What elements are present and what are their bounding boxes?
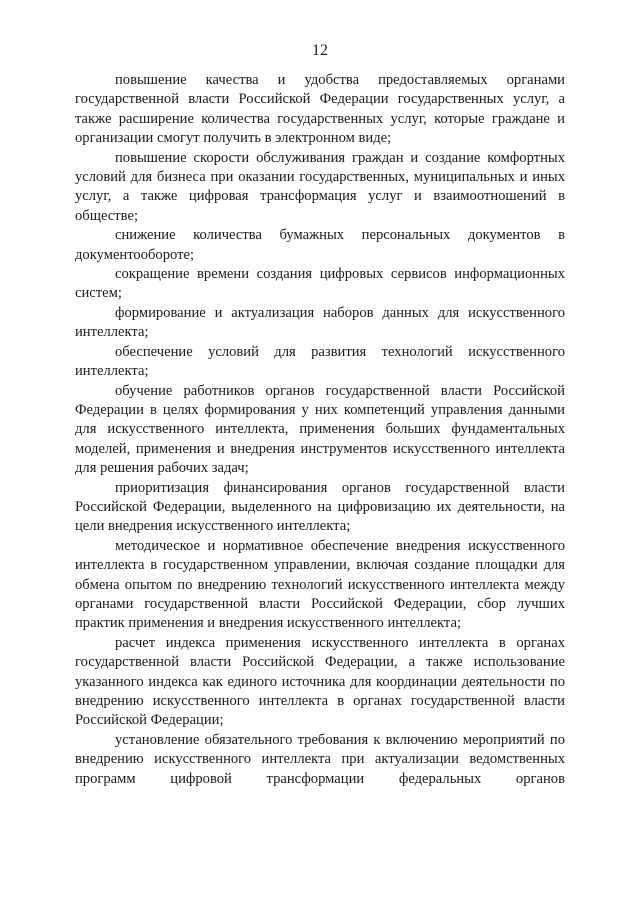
list-item: установление обязательного требования к включению мероприятий по внедрению искусственного интеллекта при актуализации ведомственных программ цифровой трансформации федеральных органов: [75, 731, 565, 787]
list-item: методическое и нормативное обеспечение внедрения искусственного интеллекта в государственном управлении, включая создание площадки для обмена опытом по внедрению технологий искусственного интеллекта между органами государственной власти Российской Федерации, сбор лучших практик применения и внедрения искусственного интеллекта;: [75, 537, 565, 632]
list-item: приоритизация финансирования органов государственной власти Российской Федерации, выделенного на цифровизацию их деятельности, на цели внедрения искусственного интеллекта;: [75, 479, 565, 535]
list-item: обеспечение условий для развития технологий искусственного интеллекта;: [75, 343, 565, 380]
list-item: повышение скорости обслуживания граждан и создание комфортных условий для бизнеса при оказании государственных, муниципальных и иных услуг, а также цифровая трансформация услуг и взаимоотношений в обществе;: [75, 149, 565, 224]
list-item: расчет индекса применения искусственного интеллекта в органах государственной власти Российской Федерации, а также использование указанного индекса как единого источника для координации деятельности по внедрению искусственного интеллекта в органах государственной власти Российской Федерации;: [75, 634, 565, 729]
page-number: 12: [312, 42, 328, 59]
list-item: формирование и актуализация наборов данных для искусственного интеллекта;: [75, 304, 565, 341]
document-body: [75, 71, 565, 789]
list-item: сокращение времени создания цифровых сервисов информационных систем;: [75, 266, 565, 302]
list-item: снижение количества бумажных персональных документов в документообороте;: [75, 227, 565, 263]
list-item: повышение качества и удобства предоставляемых органами государственной власти Российской Федерации государственных услуг, а также расширение количества государственных услуг, которые граждане и организации смогут получить в электронном виде;: [75, 72, 565, 147]
list-item: обучение работников органов государственной власти Российской Федерации в целях формирования у них компетенций управления данными для искусственного интеллекта, применения больших фундаментальных моделей, применения и внедрения инструментов искусственного интеллекта для решения рабочих задач;: [75, 382, 565, 477]
